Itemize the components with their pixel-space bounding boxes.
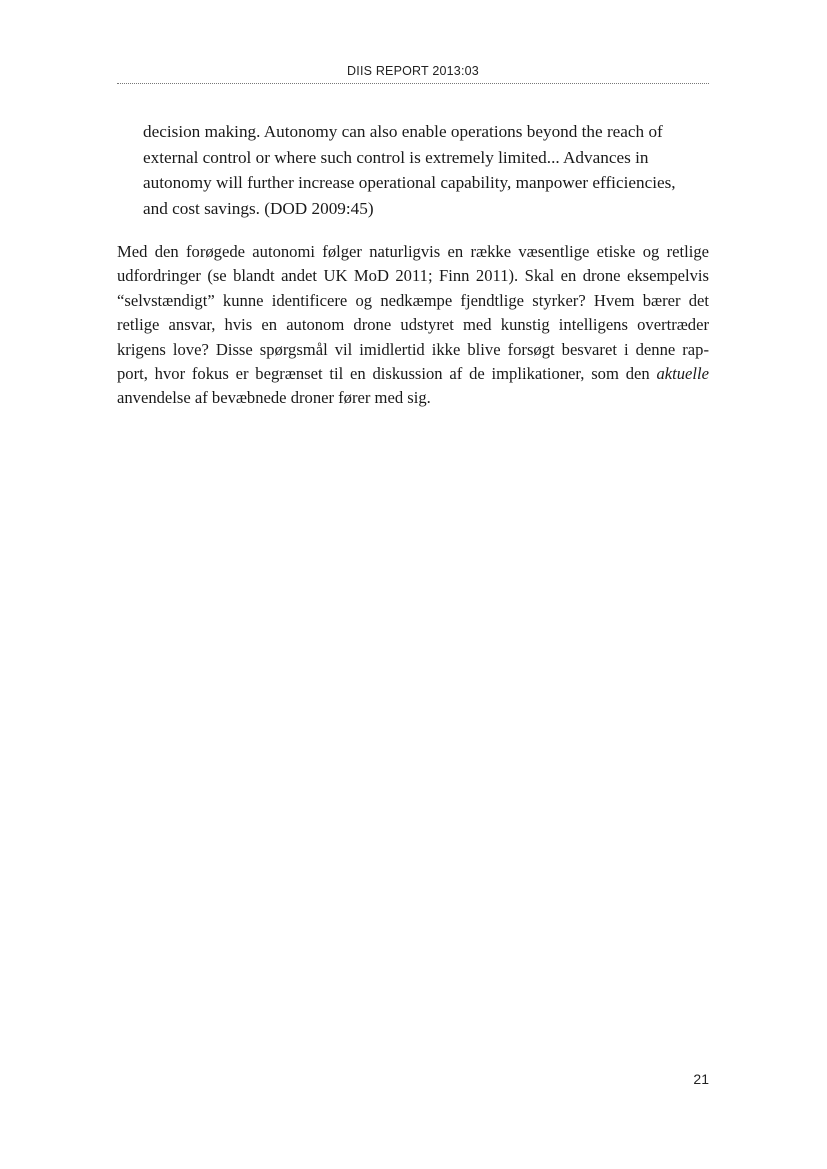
quote-line: external control or where such control is extremely limited... Advances in xyxy=(143,147,649,167)
paragraph-line xyxy=(117,362,709,386)
block-quote xyxy=(143,119,688,221)
running-header: DIIS REPORT 2013:03 xyxy=(347,64,479,78)
body-paragraph xyxy=(117,240,709,411)
paragraph-line: retlige ansvar, hvis en autonom drone udstyret med kunstig intelligens overtræder xyxy=(117,315,709,335)
paragraph-line-text: port, hvor fokus er begrænset til en diskussion af de implikationer, som den xyxy=(117,364,657,384)
paragraph-line: anvendelse af bevæbnede droner fører med sig. xyxy=(117,388,431,408)
quote-line: decision making. Autonomy can also enable operations beyond the reach of xyxy=(143,122,663,141)
paragraph-line: krigens love? Disse spørgsmål vil imidlertid ikke blive forsøgt besvaret i denne rap- xyxy=(117,339,709,359)
quote-line: autonomy will further increase operational capability, manpower efficiencies, xyxy=(143,173,676,193)
quote-line: and cost savings. (DOD 2009:45) xyxy=(143,198,374,218)
paragraph-line: udfordringer (se blandt andet UK MoD 2011; Finn 2011). Skal en drone eksempelvis xyxy=(117,266,709,286)
page-number: 21 xyxy=(693,1071,709,1087)
paragraph-line: Med den forøgede autonomi følger naturligvis en række væsentlige etiske og retlige xyxy=(117,242,709,261)
emphasized-word: aktuelle xyxy=(656,364,709,384)
paragraph-line: “selvstændigt” kunne identificere og nedkæmpe fjendtlige styrker? Hvem bærer det xyxy=(117,290,709,310)
header-divider xyxy=(117,83,709,84)
